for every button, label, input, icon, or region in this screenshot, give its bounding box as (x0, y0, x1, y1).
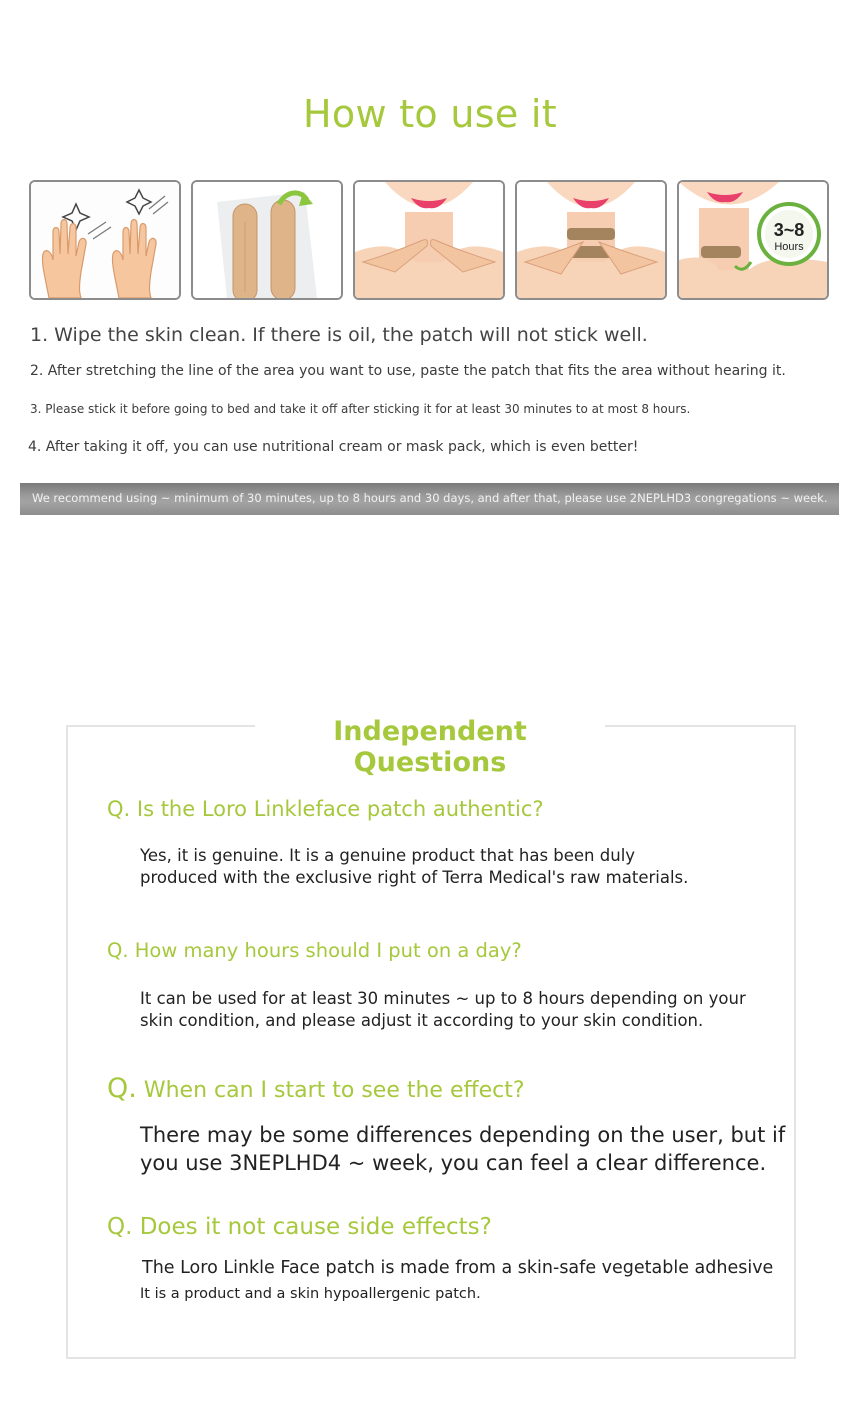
page-title: How to use it (303, 92, 557, 136)
faq-title: Independent Questions (255, 712, 605, 782)
faq-answer-4-line-1: The Loro Linkle Face patch is made from a skin-safe vegetable adhesive (142, 1258, 774, 1278)
faq-question-2: Q. How many hours should I put on a day? (107, 939, 522, 962)
faq-question-3-text: When can I start to see the effect? (143, 1078, 525, 1103)
faq-answer-2 (140, 988, 746, 1032)
recommendation-text: We recommend using ~ minimum of 30 minutes, up to 8 hours and 30 days, and after that, please use 2NEPLHD3 congregations ~ week. (32, 491, 828, 505)
instruction-step-4: 4. After taking it off, you can use nutritional cream or mask pack, which is even better! (28, 439, 639, 455)
timer-badge-icon (679, 182, 827, 298)
step-3-neck-stretch-image (353, 180, 505, 300)
clean-hands-icon (31, 182, 179, 298)
faq-question-1: Q. Is the Loro Linkleface patch authentic? (107, 797, 544, 821)
usage-steps-illustrations (29, 180, 829, 298)
faq-answer-1-line-1: Yes, it is genuine. It is a genuine product that has been duly (140, 846, 636, 865)
instruction-step-2: 2. After stretching the line of the area you want to use, paste the patch that fits the area without hearing it. (30, 363, 786, 379)
faq-question-3 (107, 1073, 525, 1104)
instruction-step-1: 1. Wipe the skin clean. If there is oil, the patch will not stick well. (30, 324, 648, 346)
timer-hours-unit: Hours (774, 241, 804, 253)
faq-answer-2-line-1: It can be used for at least 30 minutes ~ up to 8 hours depending on your (140, 989, 746, 1008)
step-5-timer-image (677, 180, 829, 300)
faq-question-3-prefix: Q. (107, 1073, 137, 1104)
neck-patch-icon (517, 182, 665, 298)
faq-question-4: Q. Does it not cause side effects? (107, 1214, 492, 1240)
faq-answer-3-line-1: There may be some differences depending on the user, but if (140, 1123, 786, 1147)
neck-stretch-icon (355, 182, 503, 298)
faq-answer-2-line-2: skin condition, and please adjust it according to your skin condition. (140, 1010, 704, 1030)
faq-answer-4-line-2: It is a product and a skin hypoallergenic patch. (140, 1286, 481, 1302)
step-4-patch-applied-image (515, 180, 667, 300)
patch-strips-icon (193, 182, 341, 298)
recommendation-banner (20, 483, 839, 515)
faq-answer-3 (140, 1121, 785, 1178)
faq-answer-1-line-2: produced with the exclusive right of Terra Medical's raw materials. (140, 867, 689, 887)
instruction-step-3: 3. Please stick it before going to bed and take it off after sticking it for at least 30 minutes to at most 8 hours. (30, 402, 691, 416)
timer-hours-number: 3~8 (773, 220, 805, 240)
step-2-patch-strips-image (191, 180, 343, 300)
faq-answer-1 (140, 845, 688, 889)
step-1-clean-hands-image (29, 180, 181, 300)
faq-answer-3-line-2: you use 3NEPLHD4 ~ week, you can feel a clear difference. (140, 1151, 767, 1176)
